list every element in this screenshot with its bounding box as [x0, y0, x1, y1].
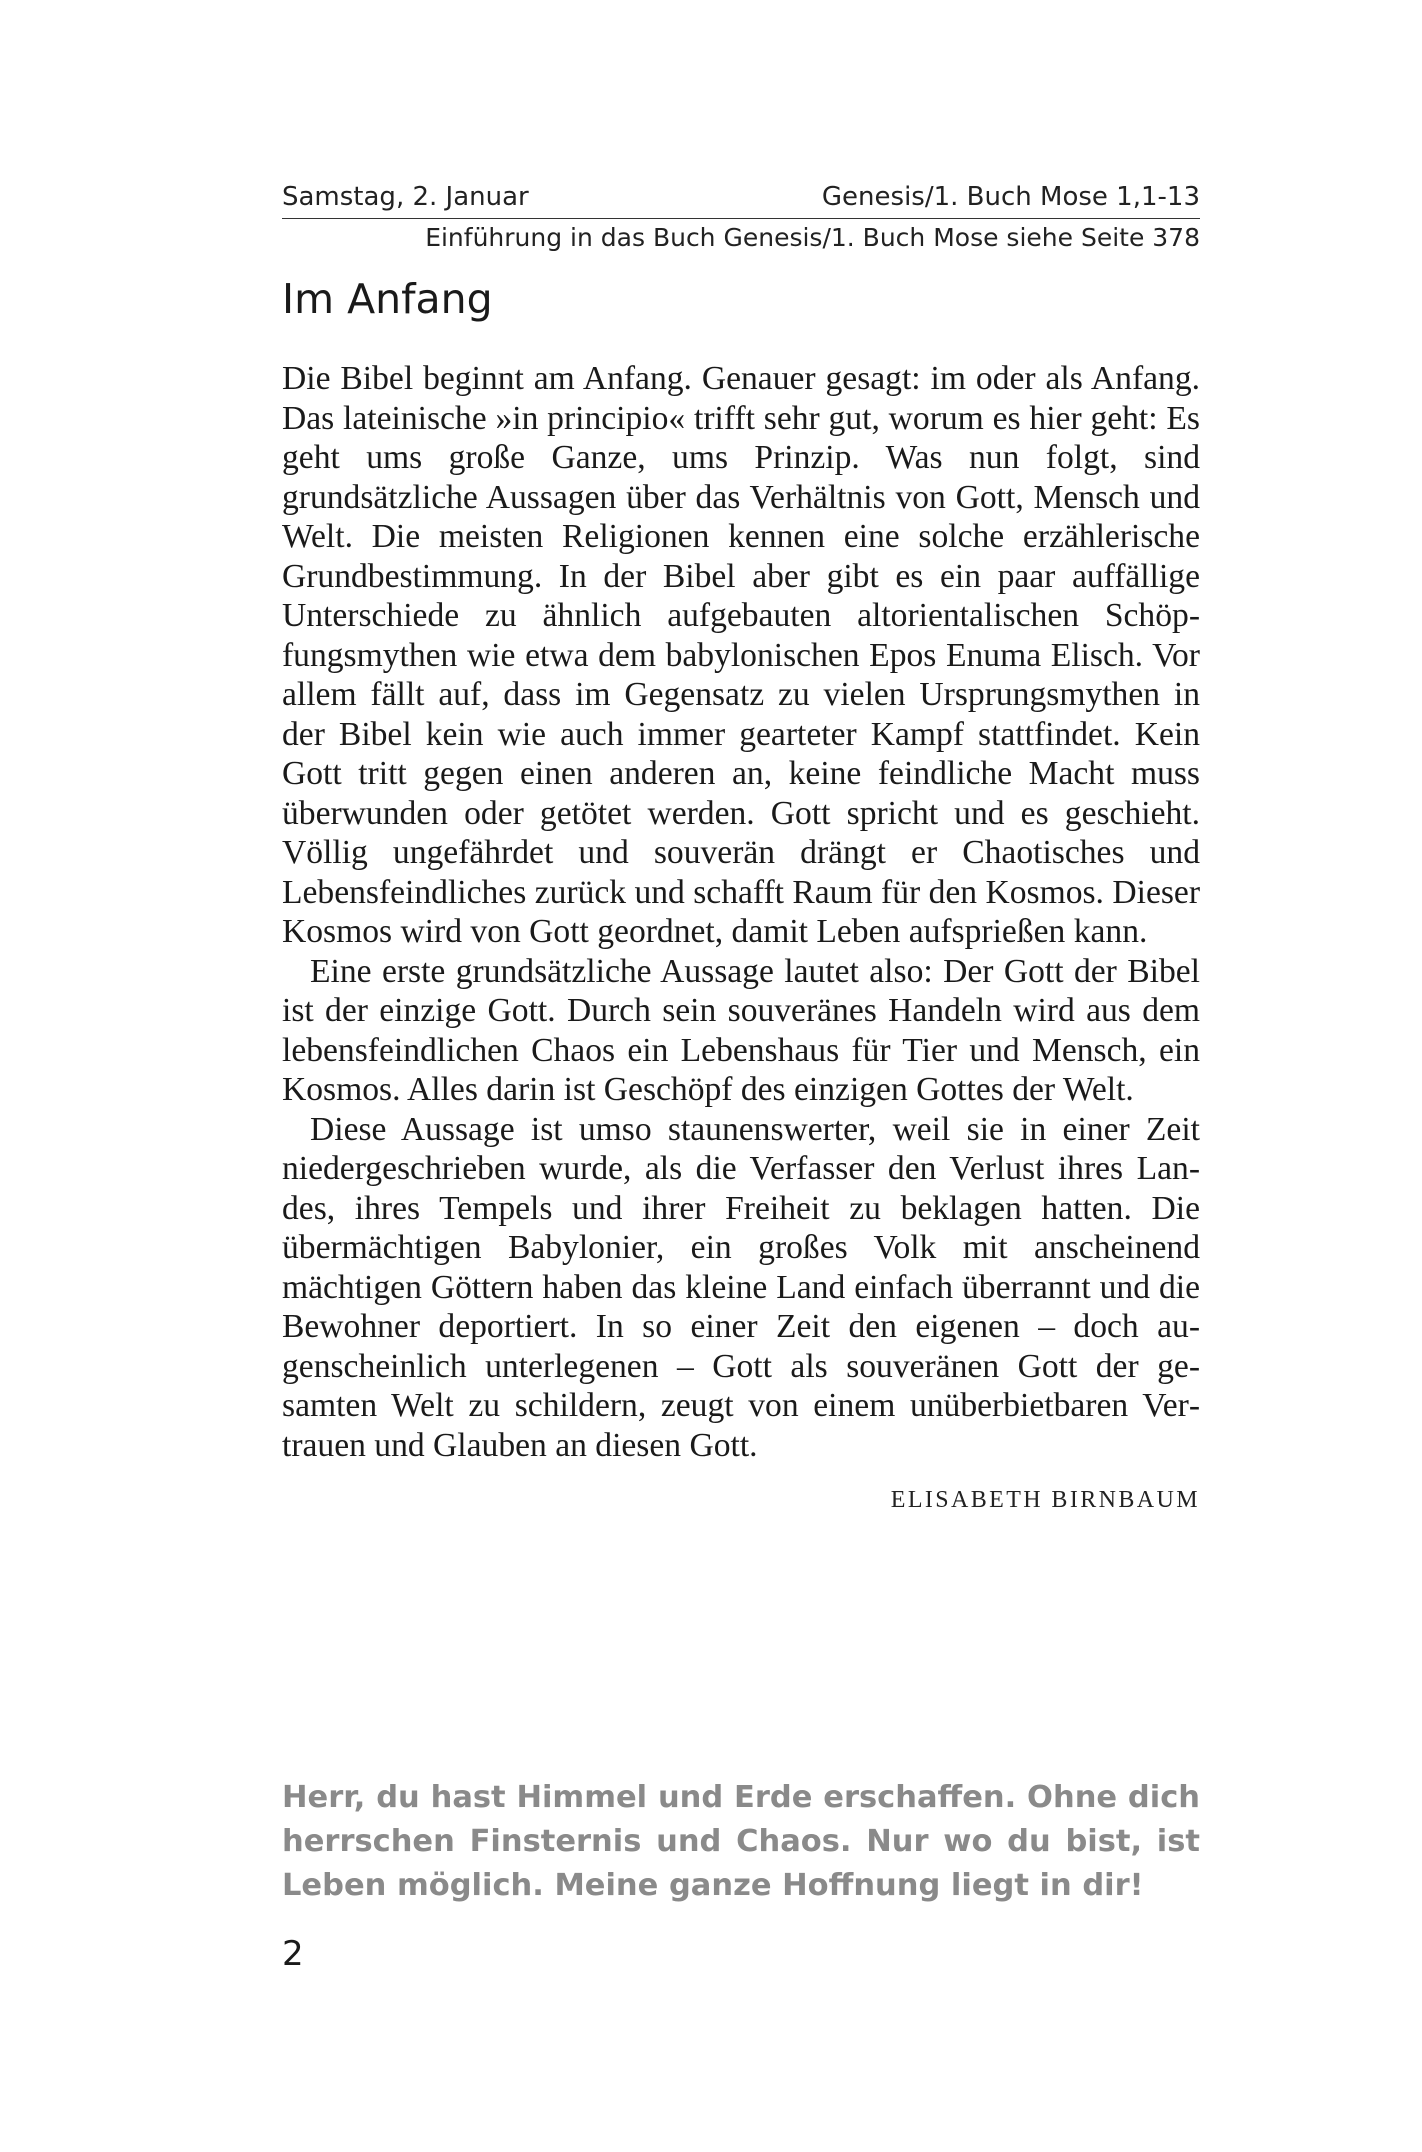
paragraph-2: Eine erste grundsätzliche Aussage lautet also: Der Gott der Bibel ist der einzige Gott. Durch sein souveränes Handeln wird aus dem lebensfeindlichen Chaos ein Lebenshaus für Tier und Mensch, ein Kosmos. Alles darin ist Geschöpf des einzigen Gottes der Welt.	[282, 952, 1200, 1108]
body-text	[282, 359, 1200, 1465]
prayer-text: Herr, du hast Himmel und Erde erschaffen. Ohne dich herrschen Finsternis und Chaos. Nur wo du bist, ist Leben möglich. Meine ganze Hoffnung liegt in dir!	[282, 1780, 1200, 1903]
introduction-reference: Einführung in das Buch Genesis/1. Buch Mose siehe Seite 378	[425, 223, 1200, 252]
running-header	[282, 180, 1200, 219]
paragraph-3: Diese Aussage ist umso staunenswerter, weil sie in einer Zeit niedergeschrieben wurde, als die Verfasser den Verlust ihres Landes, ihres Tempels und ihrer Freiheit zu beklagen hatten. Die übermächtigen Babylonier, ein großes Volk mit anscheinend mächtigen Göttern haben das kleine Land einfach überrannt und die Bewohner deportiert. In so einer Zeit den eigenen – doch augenscheinlich unterlegenen – Gott als souveränen Gott der gesamten Welt zu schildern, zeugt von einem unüberbietbaren Vertrauen und Glauben an diesen Gott.	[282, 1110, 1200, 1464]
page-title: Im Anfang	[282, 275, 493, 323]
header-bible-reference: Genesis/1. Buch Mose 1,1-13	[821, 182, 1200, 212]
author-name: ELISABETH BIRNBAUM	[890, 1487, 1200, 1513]
page-number: 2	[282, 1934, 304, 1974]
page-content	[282, 180, 1200, 1514]
header-date: Samstag, 2. Januar	[282, 182, 529, 212]
paragraph-1: Die Bibel beginnt am Anfang. Genauer gesagt: im oder als Anfang. Das lateinische »in principio« trifft sehr gut, worum es hier geht: Es geht ums große Ganze, ums Prinzip. Was nun folgt, sind grundsätzliche Aussagen über das Verhältnis von Gott, Mensch und Welt. Die meisten Religionen kennen eine solche erzählerische Grundbestimmung. In der Bibel aber gibt es ein paar auffällige Unterschiede zu ähnlich aufgebauten altorientalischen Schöpfungsmythen wie etwa dem babylonischen Epos Enuma Elisch. Vor allem fällt auf, dass im Gegensatz zu vielen Ursprungsmythen in der Bibel kein wie auch immer gearteter Kampf stattfindet. Kein Gott tritt gegen einen anderen an, keine feindliche Macht muss überwunden oder getötet werden. Gott spricht und es geschieht. Völlig ungefährdet und souverän drängt er Chaotisches und Lebensfeindliches zurück und schafft Raum für den Kosmos. Dieser Kosmos wird von Gott geordnet, damit Leben aufsprießen kann.	[282, 360, 1200, 950]
